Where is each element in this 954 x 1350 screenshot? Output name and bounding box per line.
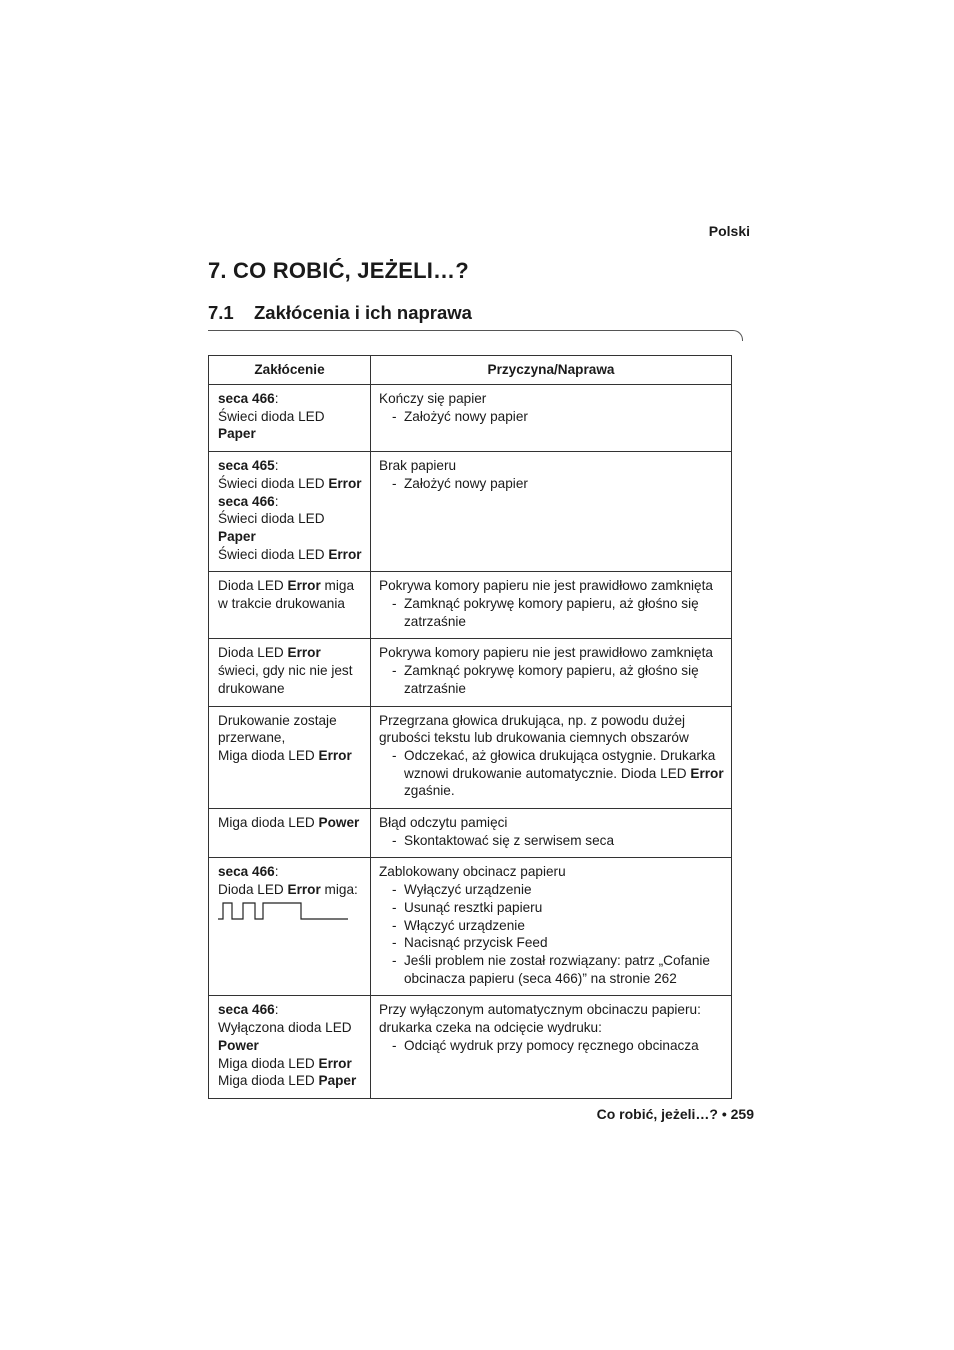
- fault-line: [218, 1001, 368, 1019]
- language-label: Polski: [708, 223, 750, 239]
- fault-line: [218, 595, 368, 613]
- fault-cell: [209, 706, 371, 809]
- fault-text: Dioda LED: [218, 882, 288, 898]
- fault-text: świeci, gdy nic nie jest: [218, 663, 353, 679]
- remedy-step: [379, 1037, 729, 1055]
- cause-line: [379, 712, 729, 730]
- remedy-list: [379, 747, 729, 800]
- fault-text: Paper: [218, 528, 256, 544]
- fault-line: [218, 680, 368, 698]
- cause-text: drukarka czeka na odcięcie wydruku:: [379, 1020, 602, 1036]
- fault-text: Paper: [318, 1073, 357, 1089]
- fault-line: [218, 662, 368, 680]
- remedy-step: [379, 747, 729, 800]
- fault-line: [218, 644, 368, 662]
- table-row: [209, 572, 732, 639]
- remedy-text: Założyć nowy papier: [404, 475, 528, 491]
- remedy-list: [379, 832, 729, 850]
- fault-text: Świeci dioda LED: [218, 475, 329, 491]
- remedy-step: [379, 952, 729, 987]
- cause-line: [379, 814, 729, 832]
- fault-cell: [209, 385, 371, 452]
- fault-line: [218, 390, 368, 408]
- cause-cell: [371, 706, 732, 809]
- fault-text: Error: [328, 546, 362, 562]
- cause-text: Brak papieru: [379, 458, 457, 474]
- remedy-step: [379, 917, 729, 935]
- fault-cell: [209, 452, 371, 572]
- cause-text: Przy wyłączonym automatycznym obcinaczu papieru:: [379, 1002, 701, 1018]
- table-row: [209, 452, 732, 572]
- fault-text: Miga dioda LED: [218, 747, 319, 763]
- dash-bullet: -: [392, 663, 397, 679]
- fault-line: [218, 747, 368, 765]
- fault-text: Drukowanie zostaje: [218, 712, 337, 728]
- fault-line: [218, 546, 368, 564]
- fault-text: seca 466: [218, 1002, 275, 1018]
- fault-text: seca 466: [218, 493, 275, 509]
- fault-cell: [209, 809, 371, 858]
- remedy-list: [379, 881, 729, 987]
- fault-text: Error: [328, 475, 362, 491]
- cause-text: Błąd odczytu pamięci: [379, 815, 508, 831]
- fault-text: Miga dioda LED: [218, 1055, 319, 1071]
- fault-cell: [209, 996, 371, 1099]
- fault-line: [218, 425, 368, 443]
- remedy-text: Odciąć wydruk przy pomocy ręcznego obcinacza: [404, 1037, 699, 1053]
- fault-line: [218, 577, 368, 595]
- fault-text: w trakcie drukowania: [218, 596, 345, 612]
- fault-line: [218, 1037, 368, 1055]
- fault-line: [218, 1019, 368, 1037]
- section-title: [208, 302, 472, 324]
- dash-bullet: -: [392, 899, 397, 915]
- fault-text: seca 465: [218, 458, 275, 474]
- fault-text: Power: [218, 1037, 259, 1053]
- fault-text: Świeci dioda LED: [218, 511, 325, 527]
- column-header-fault: Zakłócenie: [209, 356, 371, 385]
- remedy-step: [379, 662, 729, 697]
- cause-line: [379, 644, 729, 662]
- chapter-title: 7. CO ROBIĆ, JEŻELI…?: [208, 258, 469, 283]
- remedy-text: Wyłączyć urządzenie: [404, 882, 532, 898]
- section-number: 7.1: [208, 302, 234, 323]
- dash-bullet: -: [392, 832, 397, 848]
- cause-text: Zablokowany obcinacz papieru: [379, 864, 566, 880]
- cause-text: Pokrywa komory papieru nie jest prawidłowo zamknięta: [379, 645, 713, 661]
- fault-text: :: [274, 864, 279, 880]
- fault-text: Miga dioda LED: [218, 815, 319, 831]
- fault-line: [218, 475, 368, 493]
- cause-text: Kończy się papier: [379, 391, 487, 406]
- table-row: [209, 996, 732, 1099]
- remedy-list: [379, 1037, 729, 1055]
- cause-line: [379, 1001, 729, 1019]
- cause-line: [379, 457, 729, 475]
- fault-text: Dioda LED: [218, 578, 288, 594]
- table-row: [209, 809, 732, 858]
- dash-bullet: -: [392, 596, 397, 612]
- fault-text: :: [274, 1002, 279, 1018]
- fault-line: [218, 408, 368, 426]
- table-body: [209, 385, 732, 1099]
- fault-text: :: [274, 458, 279, 474]
- cause-line: [379, 1019, 729, 1037]
- fault-text: Paper: [218, 426, 256, 442]
- remedy-list: [379, 408, 729, 426]
- remedy-text: Zamknąć pokrywę komory papieru, aż głośno się zatrzaśnie: [404, 596, 699, 629]
- remedy-list: [379, 662, 729, 697]
- remedy-list: [379, 595, 729, 630]
- column-header-cause: Przyczyna/Naprawa: [371, 356, 732, 385]
- remedy-step: [379, 475, 729, 493]
- cause-line: [379, 577, 729, 595]
- dash-bullet: -: [392, 747, 397, 763]
- table-row: [209, 639, 732, 706]
- fault-text: Error: [318, 1055, 352, 1071]
- fault-text: miga: [320, 578, 355, 594]
- cause-line: [379, 729, 729, 747]
- dash-bullet: -: [392, 935, 397, 951]
- cause-cell: [371, 858, 732, 996]
- cause-cell: [371, 996, 732, 1099]
- cause-text: Przegrzana głowica drukująca, np. z powodu dużej: [379, 712, 686, 728]
- fault-cell: [209, 639, 371, 706]
- fault-text: Error: [287, 645, 321, 661]
- remedy-text: Skontaktować się z serwisem seca: [404, 832, 615, 848]
- cause-line: [379, 863, 729, 881]
- page-footer: Co robić, jeżeli…? • 259: [596, 1106, 754, 1122]
- table-row: [209, 706, 732, 809]
- fault-line: [218, 510, 368, 528]
- remedy-text: Odczekać, aż głowica drukująca ostygnie. Drukarka wznowi drukowanie automatycznie. Dioda LED Error zgaśnie.: [404, 747, 724, 799]
- fault-text: miga:: [320, 882, 358, 898]
- remedy-text: Usunąć resztki papieru: [404, 899, 543, 915]
- fault-line: [218, 528, 368, 546]
- remedy-step: [379, 595, 729, 630]
- remedy-text: Włączyć urządzenie: [404, 917, 525, 933]
- dash-bullet: -: [392, 882, 397, 898]
- remedy-list: [379, 475, 729, 493]
- troubleshooting-table: [208, 355, 732, 1099]
- fault-text: :: [274, 493, 279, 509]
- remedy-step: [379, 881, 729, 899]
- remedy-text: Jeśli problem nie został rozwiązany: patrz „Cofanie obcinacza papieru (seca 466)” na stronie 262: [404, 952, 710, 986]
- fault-text: Dioda LED: [218, 645, 288, 661]
- section-rule: [208, 330, 743, 341]
- fault-text: Świeci dioda LED: [218, 408, 325, 424]
- table-row: [209, 385, 732, 452]
- fault-line: [218, 493, 368, 511]
- remedy-step: [379, 832, 729, 850]
- fault-text: przerwane,: [218, 730, 286, 746]
- dash-bullet: -: [392, 475, 397, 491]
- cause-text: grubości tekstu lub drukowania ciemnych obszarów: [379, 730, 689, 746]
- cause-cell: [371, 809, 732, 858]
- fault-line: [218, 881, 368, 899]
- fault-text: Error: [287, 882, 321, 898]
- fault-text: drukowane: [218, 680, 285, 696]
- remedy-text: Nacisnąć przycisk Feed: [404, 935, 548, 951]
- fault-line: [218, 712, 368, 730]
- fault-text: Wyłączona dioda LED: [218, 1020, 352, 1036]
- table-header-row: [209, 356, 732, 385]
- dash-bullet: -: [392, 408, 397, 424]
- remedy-step: [379, 899, 729, 917]
- section-title-text: Zakłócenia i ich naprawa: [254, 302, 472, 323]
- fault-line: [218, 863, 368, 881]
- fault-text: :: [274, 391, 279, 406]
- fault-line: [218, 457, 368, 475]
- cause-cell: [371, 385, 732, 452]
- fault-line: [218, 814, 368, 832]
- remedy-text: Zamknąć pokrywę komory papieru, aż głośno się zatrzaśnie: [404, 663, 699, 696]
- table-row: [209, 858, 732, 996]
- fault-text: seca 466: [218, 391, 275, 406]
- fault-text: Error: [318, 747, 352, 763]
- cause-cell: [371, 572, 732, 639]
- dash-bullet: -: [392, 1037, 397, 1053]
- dash-bullet: -: [392, 952, 397, 968]
- cause-cell: [371, 452, 732, 572]
- remedy-step: [379, 934, 729, 952]
- fault-line: [218, 729, 368, 747]
- remedy-text: Założyć nowy papier: [404, 408, 528, 424]
- remedy-step: [379, 408, 729, 426]
- cause-line: [379, 390, 729, 408]
- fault-text: Miga dioda LED: [218, 1073, 319, 1089]
- fault-line: [218, 1055, 368, 1073]
- fault-text: Świeci dioda LED: [218, 546, 329, 562]
- fault-text: seca 466: [218, 864, 275, 880]
- fault-text: Power: [318, 815, 360, 831]
- cause-text: Pokrywa komory papieru nie jest prawidłowo zamknięta: [379, 578, 713, 594]
- fault-cell: [209, 858, 371, 996]
- blink-pattern-icon: [218, 900, 358, 922]
- fault-line: [218, 1072, 368, 1090]
- cause-cell: [371, 639, 732, 706]
- fault-cell: [209, 572, 371, 639]
- dash-bullet: -: [392, 917, 397, 933]
- fault-text: Error: [287, 578, 321, 594]
